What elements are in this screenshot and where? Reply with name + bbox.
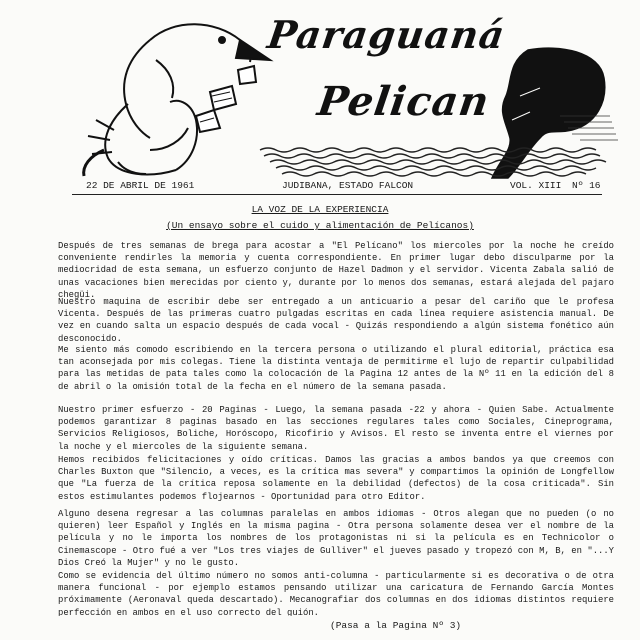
flying-papers: [196, 66, 256, 132]
article-paragraph-3: [58, 344, 614, 393]
paragraph-text: Como se evidencia del último número no somos anti-columna - particularmente si es decorativa o de otra manera funcional - por ejemplo estamos pensando utilizar una caricatura de Fernando García Montes próximamente (Aeronaval queda descartado). Mecanografiar dos columnas en dos idiomas distintos requiere perfección en ambos en el uso correcto del guión.: [58, 571, 614, 616]
article-paragraph-5: [58, 454, 614, 503]
paragraph-text: Nuestro maquina de escribir debe ser entregado a un anticuario a pesar del cariño que le profesa Vicenta. Después de las primeras cuatro pulgadas escritas en cada línea requiere asistencia manual. De vez en cuando salta un espacio después de cada vocal - Quizás respondiendo a algún sistema fonético aún desconocido.: [58, 297, 614, 344]
article-subheading: (Un ensayo sobre el cuido y alimentación de Pelícanos): [166, 220, 474, 231]
pelican-illustration: [84, 24, 270, 176]
issue-place: JUDIBANA, ESTADO FALCON: [282, 180, 414, 191]
paragraph-text: Alguno desena regresar a las columnas paralelas en ambos idiomas - Otros alegan que no pueden (o no quieren) leer Español y Inglés en la misma pagina - Otra persona solamente desea ver el nombre de la película y no le importa los nombres de los protagonistas ni si la película es en Technicolor o Cinemascope - Otro fué a ver "Los tres viajes de Gulliver" el jueves pasado y tropezó con M, B, en "...Y Dios Creó la Mujer" y no le gusto.: [58, 509, 614, 568]
article-paragraph-1: [58, 240, 614, 301]
issue-number: Nº 16: [572, 180, 601, 191]
paragraph-text: Después de tres semanas de brega para acostar a "El Pelícano" los miercoles por la noche he creído conveniente rendirles la memoria y cuenta correspondiente. En primer lugar debo disculparme por la mediocridad de esta semana, un esfuerzo conjunto de Hazel Dadmon y el servidor. Vicenta Zabala salió de unas vacaciones bien merecidas por ciento y, durante por lo menos dos semanas, estará alejada del pajaro chegüi.: [58, 241, 614, 300]
issue-volume: VOL. XIII: [510, 180, 562, 191]
article-paragraph-6: [58, 508, 614, 569]
continued-note: (Pasa a la Pagina Nº 3): [330, 620, 462, 631]
paragraph-text: Nuestro primer esfuerzo - 20 Paginas - Luego, la semana pasada -22 y ahora - Quien Sabe. Actualmente podemos garantizar 8 paginas basado en las secciones regulares tales como Sociales, Cineprograma, Servicios Religiosos, Boliche, Horóscopo, Ricofirio y Avisos. El resto se inventa entre el viernes por la noche y el miercoles de la siguiente semana.: [58, 405, 614, 452]
article-paragraph-2: [58, 296, 614, 345]
dateline: [0, 180, 640, 194]
paragraph-text: Hemos recibidos felicitaciones y oído críticas. Damos las gracias a ambos bandos ya que creemos con Charles Buxton que "Silencio, a veces, es la crítica mas severa" y compartimos la opinión de Longfellow que "La fuerza de la crítica reposa solamente en la debilidad (defectos) de la cosa criticada". Sin estos estimulantes podemos flojearnos - Oportunidad para otro Editor.: [58, 455, 614, 502]
masthead-title-line1: Paraguaná: [264, 12, 509, 57]
peninsula-map: [492, 48, 605, 178]
dateline-rule: [72, 194, 602, 195]
masthead-title-line2: Pelican: [314, 78, 493, 125]
article-paragraph-7: [58, 570, 614, 616]
masthead: [0, 0, 640, 182]
article-paragraph-4: [58, 404, 614, 453]
paragraph-text: Me siento más comodo escribiendo en la tercera persona o utilizando el plural editorial, práctica esa tan aconsejada por mis colegas. Tiene la distinta ventaja de permitirme el lujo de repartir culpabilidad para las metidas de pata tales como la colocación de la Pagina 12 antes de la Nº 11 en la edición del 8 de abril o la omisión total de la fecha en el número de la semana pasada.: [58, 345, 614, 392]
sea-waves: [260, 148, 606, 176]
issue-date: 22 DE ABRIL DE 1961: [86, 180, 195, 191]
article-heading: LA VOZ DE LA EXPERIENCIA: [251, 204, 389, 215]
